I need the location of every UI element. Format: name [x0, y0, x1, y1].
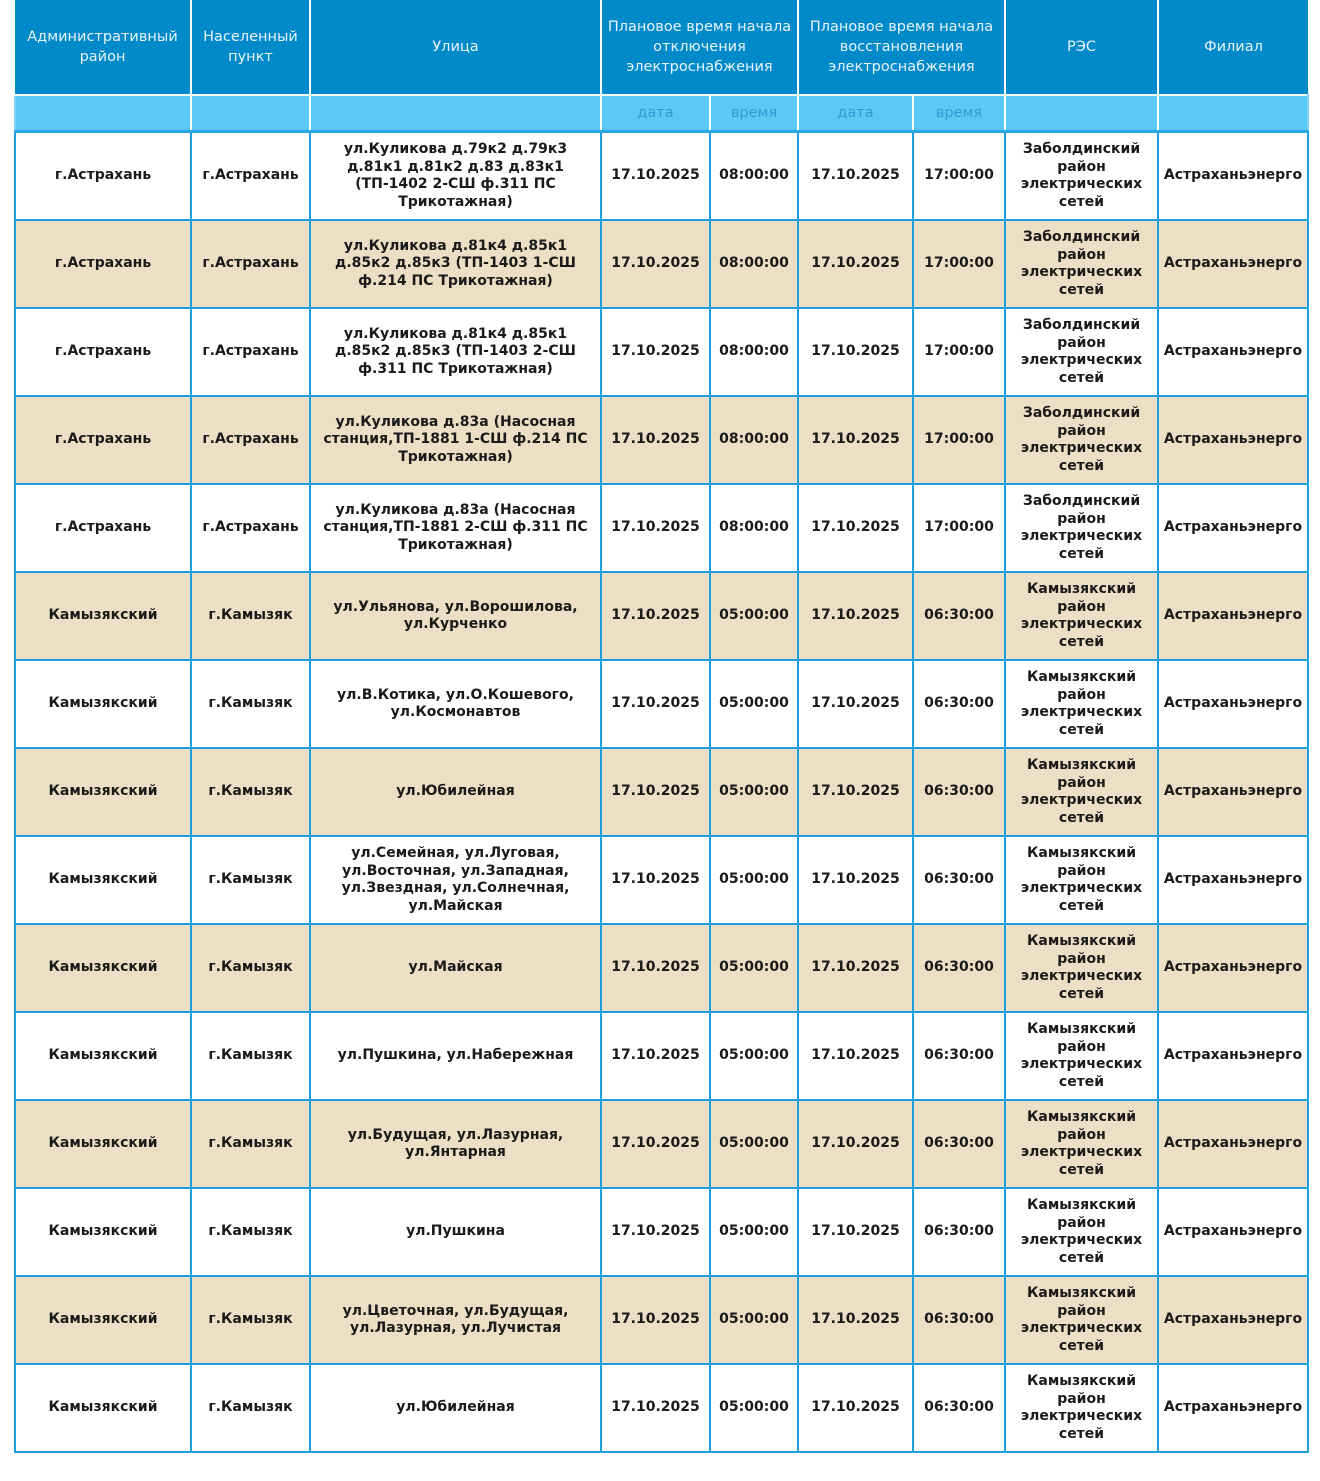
table-row: [15, 132, 1308, 221]
cell-branch: Астраханьэнерго: [1158, 484, 1308, 572]
cell-restore-date: 17.10.2025: [798, 660, 913, 748]
cell-res: Камызякский район электрических сетей: [1005, 924, 1158, 1012]
cell-district: Камызякский: [15, 1012, 191, 1100]
cell-outage-date: 17.10.2025: [601, 1188, 710, 1276]
cell-locality: г.Камызяк: [191, 748, 310, 836]
cell-street: ул.Куликова д.83а (Насосная станция,ТП-1881 2-СШ ф.311 ПС Трикотажная): [310, 484, 601, 572]
cell-district: г.Астрахань: [15, 396, 191, 484]
cell-restore-date: 17.10.2025: [798, 836, 913, 924]
table-row: [15, 396, 1308, 484]
cell-restore-time: 17:00:00: [913, 396, 1005, 484]
cell-district: Камызякский: [15, 924, 191, 1012]
cell-district: Камызякский: [15, 572, 191, 660]
cell-street: ул.Пушкина: [310, 1188, 601, 1276]
cell-locality: г.Астрахань: [191, 220, 310, 308]
cell-res: Камызякский район электрических сетей: [1005, 1364, 1158, 1452]
cell-branch: Астраханьэнерго: [1158, 308, 1308, 396]
cell-district: Камызякский: [15, 836, 191, 924]
cell-restore-date: 17.10.2025: [798, 1100, 913, 1188]
cell-branch: Астраханьэнерго: [1158, 572, 1308, 660]
cell-locality: г.Камызяк: [191, 660, 310, 748]
cell-district: г.Астрахань: [15, 132, 191, 221]
cell-district: Камызякский: [15, 1276, 191, 1364]
table-row: [15, 308, 1308, 396]
cell-outage-date: 17.10.2025: [601, 836, 710, 924]
cell-street: ул.Куликова д.79к2 д.79к3 д.81к1 д.81к2 д.83 д.83к1 (ТП-1402 2-СШ ф.311 ПС Трикотажная): [310, 132, 601, 221]
cell-restore-time: 17:00:00: [913, 220, 1005, 308]
table-row: [15, 1364, 1308, 1452]
cell-branch: Астраханьэнерго: [1158, 1188, 1308, 1276]
cell-street: ул.Семейная, ул.Луговая, ул.Восточная, ул.Западная, ул.Звездная, ул.Солнечная, ул.Майская: [310, 836, 601, 924]
cell-restore-time: 06:30:00: [913, 748, 1005, 836]
cell-restore-time: 17:00:00: [913, 484, 1005, 572]
cell-res: Камызякский район электрических сетей: [1005, 1012, 1158, 1100]
cell-restore-date: 17.10.2025: [798, 924, 913, 1012]
cell-outage-date: 17.10.2025: [601, 924, 710, 1012]
cell-restore-time: 17:00:00: [913, 308, 1005, 396]
cell-outage-date: 17.10.2025: [601, 308, 710, 396]
cell-restore-date: 17.10.2025: [798, 748, 913, 836]
cell-locality: г.Камызяк: [191, 1276, 310, 1364]
subheader-outage-date: дата: [601, 95, 710, 132]
cell-outage-time: 05:00:00: [710, 660, 798, 748]
cell-district: г.Астрахань: [15, 484, 191, 572]
cell-branch: Астраханьэнерго: [1158, 220, 1308, 308]
cell-outage-date: 17.10.2025: [601, 1364, 710, 1452]
cell-outage-time: 05:00:00: [710, 1188, 798, 1276]
cell-outage-date: 17.10.2025: [601, 132, 710, 221]
cell-branch: Астраханьэнерго: [1158, 836, 1308, 924]
cell-res: Заболдинский район электрических сетей: [1005, 220, 1158, 308]
cell-res: Камызякский район электрических сетей: [1005, 836, 1158, 924]
cell-res: Камызякский район электрических сетей: [1005, 1100, 1158, 1188]
cell-res: Камызякский район электрических сетей: [1005, 748, 1158, 836]
cell-res: Заболдинский район электрических сетей: [1005, 132, 1158, 221]
cell-district: Камызякский: [15, 1364, 191, 1452]
cell-street: ул.Цветочная, ул.Будущая, ул.Лазурная, ул.Лучистая: [310, 1276, 601, 1364]
cell-street: ул.Куликова д.81к4 д.85к1 д.85к2 д.85к3 (ТП-1403 2-СШ ф.311 ПС Трикотажная): [310, 308, 601, 396]
subheader-empty-locality: [191, 95, 310, 132]
header-locality: Населенный пункт: [191, 0, 310, 95]
cell-locality: г.Астрахань: [191, 132, 310, 221]
header-row: [15, 0, 1308, 95]
cell-restore-time: 17:00:00: [913, 132, 1005, 221]
cell-locality: г.Астрахань: [191, 396, 310, 484]
cell-outage-time: 08:00:00: [710, 132, 798, 221]
outage-schedule-container: [14, 0, 1307, 1453]
cell-branch: Астраханьэнерго: [1158, 1276, 1308, 1364]
cell-outage-date: 17.10.2025: [601, 396, 710, 484]
cell-restore-date: 17.10.2025: [798, 1188, 913, 1276]
cell-res: Камызякский район электрических сетей: [1005, 660, 1158, 748]
subheader-row: [15, 95, 1308, 132]
cell-outage-date: 17.10.2025: [601, 748, 710, 836]
cell-outage-time: 05:00:00: [710, 1364, 798, 1452]
cell-locality: г.Камызяк: [191, 1100, 310, 1188]
cell-street: ул.Юбилейная: [310, 1364, 601, 1452]
cell-locality: г.Камызяк: [191, 1364, 310, 1452]
cell-locality: г.Камызяк: [191, 836, 310, 924]
header-restore-start: Плановое время начала восстановления электроснабжения: [798, 0, 1005, 95]
cell-district: Камызякский: [15, 748, 191, 836]
cell-street: ул.Юбилейная: [310, 748, 601, 836]
cell-street: ул.Куликова д.83а (Насосная станция,ТП-1881 1-СШ ф.214 ПС Трикотажная): [310, 396, 601, 484]
table-row: [15, 1188, 1308, 1276]
cell-res: Заболдинский район электрических сетей: [1005, 308, 1158, 396]
cell-restore-time: 06:30:00: [913, 572, 1005, 660]
cell-branch: Астраханьэнерго: [1158, 748, 1308, 836]
table-row: [15, 572, 1308, 660]
cell-restore-date: 17.10.2025: [798, 572, 913, 660]
outage-schedule-table: [14, 0, 1309, 1453]
cell-locality: г.Астрахань: [191, 308, 310, 396]
cell-outage-time: 05:00:00: [710, 748, 798, 836]
cell-outage-date: 17.10.2025: [601, 1012, 710, 1100]
cell-res: Камызякский район электрических сетей: [1005, 1188, 1158, 1276]
cell-res: Камызякский район электрических сетей: [1005, 1276, 1158, 1364]
cell-district: г.Астрахань: [15, 220, 191, 308]
header-res: РЭС: [1005, 0, 1158, 95]
cell-res: Заболдинский район электрических сетей: [1005, 484, 1158, 572]
cell-restore-date: 17.10.2025: [798, 220, 913, 308]
subheader-restore-date: дата: [798, 95, 913, 132]
subheader-empty-branch: [1158, 95, 1308, 132]
cell-outage-time: 05:00:00: [710, 1012, 798, 1100]
cell-street: ул.Будущая, ул.Лазурная, ул.Янтарная: [310, 1100, 601, 1188]
cell-outage-date: 17.10.2025: [601, 220, 710, 308]
cell-outage-time: 05:00:00: [710, 1276, 798, 1364]
cell-outage-time: 05:00:00: [710, 924, 798, 1012]
cell-outage-date: 17.10.2025: [601, 484, 710, 572]
cell-street: ул.В.Котика, ул.О.Кошевого, ул.Космонавтов: [310, 660, 601, 748]
cell-restore-time: 06:30:00: [913, 1276, 1005, 1364]
cell-outage-time: 05:00:00: [710, 836, 798, 924]
cell-outage-time: 08:00:00: [710, 484, 798, 572]
table-row: [15, 660, 1308, 748]
subheader-empty-district: [15, 95, 191, 132]
cell-locality: г.Астрахань: [191, 484, 310, 572]
cell-branch: Астраханьэнерго: [1158, 1100, 1308, 1188]
cell-street: ул.Майская: [310, 924, 601, 1012]
cell-restore-time: 06:30:00: [913, 660, 1005, 748]
header-district: Административный район: [15, 0, 191, 95]
cell-branch: Астраханьэнерго: [1158, 396, 1308, 484]
cell-restore-date: 17.10.2025: [798, 1276, 913, 1364]
cell-outage-time: 05:00:00: [710, 572, 798, 660]
header-branch: Филиал: [1158, 0, 1308, 95]
header-street: Улица: [310, 0, 601, 95]
cell-restore-date: 17.10.2025: [798, 132, 913, 221]
table-row: [15, 1100, 1308, 1188]
cell-district: Камызякский: [15, 660, 191, 748]
table-body: [15, 132, 1308, 1453]
table-row: [15, 220, 1308, 308]
cell-branch: Астраханьэнерго: [1158, 924, 1308, 1012]
cell-restore-date: 17.10.2025: [798, 396, 913, 484]
subheader-restore-time: время: [913, 95, 1005, 132]
subheader-outage-time: время: [710, 95, 798, 132]
table-row: [15, 748, 1308, 836]
cell-outage-time: 08:00:00: [710, 220, 798, 308]
cell-restore-time: 06:30:00: [913, 1012, 1005, 1100]
cell-branch: Астраханьэнерго: [1158, 132, 1308, 221]
cell-branch: Астраханьэнерго: [1158, 660, 1308, 748]
cell-outage-date: 17.10.2025: [601, 1276, 710, 1364]
cell-outage-date: 17.10.2025: [601, 660, 710, 748]
cell-outage-time: 08:00:00: [710, 396, 798, 484]
cell-restore-date: 17.10.2025: [798, 484, 913, 572]
cell-street: ул.Пушкина, ул.Набережная: [310, 1012, 601, 1100]
cell-district: Камызякский: [15, 1188, 191, 1276]
cell-street: ул.Ульянова, ул.Ворошилова, ул.Курченко: [310, 572, 601, 660]
subheader-empty-res: [1005, 95, 1158, 132]
cell-street: ул.Куликова д.81к4 д.85к1 д.85к2 д.85к3 (ТП-1403 1-СШ ф.214 ПС Трикотажная): [310, 220, 601, 308]
cell-locality: г.Камызяк: [191, 1012, 310, 1100]
table-row: [15, 1012, 1308, 1100]
cell-outage-date: 17.10.2025: [601, 572, 710, 660]
cell-branch: Астраханьэнерго: [1158, 1364, 1308, 1452]
cell-outage-time: 05:00:00: [710, 1100, 798, 1188]
cell-branch: Астраханьэнерго: [1158, 1012, 1308, 1100]
cell-outage-time: 08:00:00: [710, 308, 798, 396]
table-row: [15, 484, 1308, 572]
cell-restore-date: 17.10.2025: [798, 1012, 913, 1100]
header-outage-start: Плановое время начала отключения электроснабжения: [601, 0, 798, 95]
table-row: [15, 924, 1308, 1012]
cell-district: Камызякский: [15, 1100, 191, 1188]
cell-restore-time: 06:30:00: [913, 836, 1005, 924]
cell-locality: г.Камызяк: [191, 924, 310, 1012]
cell-restore-date: 17.10.2025: [798, 1364, 913, 1452]
cell-restore-time: 06:30:00: [913, 1364, 1005, 1452]
cell-restore-time: 06:30:00: [913, 1100, 1005, 1188]
table-row: [15, 836, 1308, 924]
cell-restore-time: 06:30:00: [913, 1188, 1005, 1276]
cell-res: Заболдинский район электрических сетей: [1005, 396, 1158, 484]
cell-locality: г.Камызяк: [191, 572, 310, 660]
cell-restore-date: 17.10.2025: [798, 308, 913, 396]
subheader-empty-street: [310, 95, 601, 132]
cell-district: г.Астрахань: [15, 308, 191, 396]
cell-outage-date: 17.10.2025: [601, 1100, 710, 1188]
table-row: [15, 1276, 1308, 1364]
cell-locality: г.Камызяк: [191, 1188, 310, 1276]
cell-restore-time: 06:30:00: [913, 924, 1005, 1012]
cell-res: Камызякский район электрических сетей: [1005, 572, 1158, 660]
